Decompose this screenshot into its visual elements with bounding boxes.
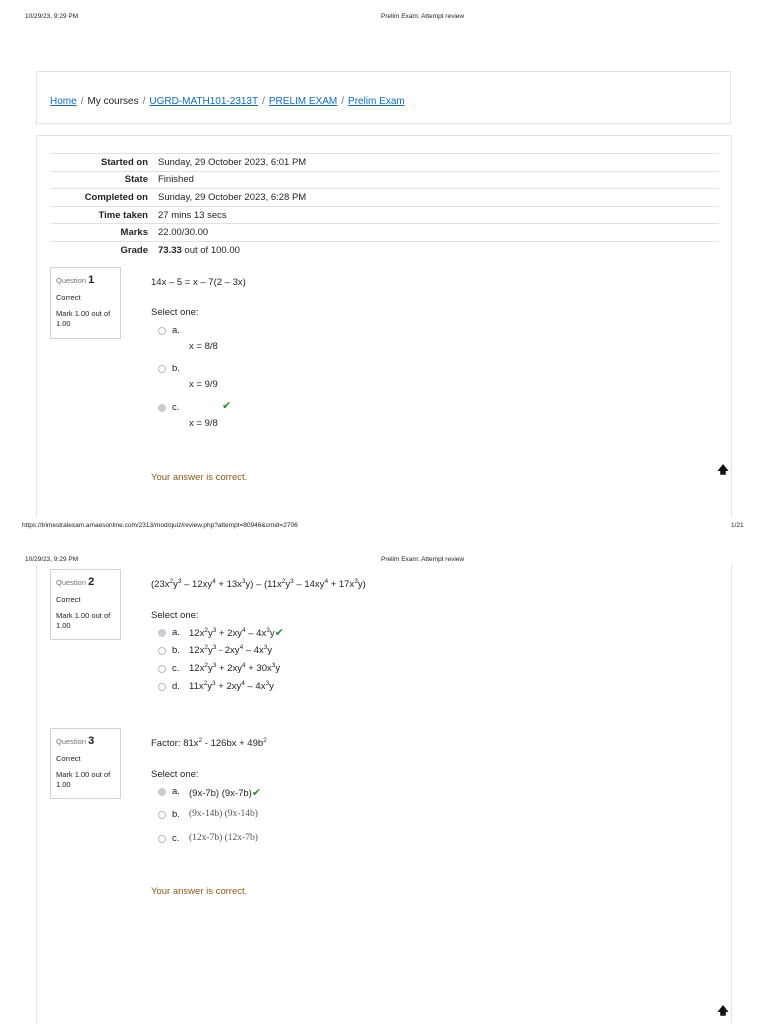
q3-option-b-text: (9x-14b) (9x-14b) bbox=[189, 809, 258, 819]
breadcrumb-separator: / bbox=[262, 96, 265, 107]
q1-option-b-radio[interactable] bbox=[158, 365, 166, 373]
q2-option-b-text: $12x^2y^3 - 2xy^4 - 4x^3y$ bbox=[189, 644, 273, 657]
summary-label: Completed on bbox=[51, 189, 154, 207]
q3-feedback: Your answer is correct. bbox=[151, 886, 248, 897]
back-to-top-arrow-icon[interactable]: 🡅 bbox=[717, 1005, 729, 1017]
summary-value: 22.00/30.00 bbox=[154, 224, 719, 242]
summary-value: 27 mins 13 secs bbox=[154, 206, 719, 224]
summary-row-started bbox=[51, 154, 719, 172]
attempt-review-card bbox=[36, 135, 732, 517]
print-page-number: 1/21 bbox=[731, 522, 744, 529]
q1-option-b-text: x = 9/9 bbox=[189, 379, 218, 390]
breadcrumb-my-courses: My courses bbox=[87, 96, 139, 107]
q1-option-c-text: x = 9/8 bbox=[189, 418, 218, 429]
q3-option-b-letter: b. bbox=[172, 809, 180, 820]
q3-option-c-letter: c. bbox=[172, 833, 180, 844]
summary-row-completed bbox=[51, 189, 719, 207]
breadcrumb-course-link[interactable]: UGRD-MATH101-2313T bbox=[149, 96, 259, 107]
select-one-label: Select one: bbox=[151, 610, 199, 621]
print-date: 10/29/23, 9:29 PM bbox=[25, 13, 79, 20]
breadcrumb-section-link[interactable]: PRELIM EXAM bbox=[268, 96, 338, 107]
q2-option-b-letter: b. bbox=[172, 645, 180, 656]
breadcrumb-home-link[interactable]: Home bbox=[50, 96, 77, 107]
print-title: Prelim Exam: Attempt review bbox=[381, 556, 465, 563]
q2-option-a-text: $12x^2y^3 + 2xy^4$ – $4x^3y✔$ bbox=[189, 626, 284, 639]
q3-option-a-letter: a. bbox=[172, 786, 180, 797]
print-title: Prelim Exam: Attempt review bbox=[381, 13, 465, 20]
q3-option-c-text: (12x-7b) (12x-7b) bbox=[189, 833, 258, 843]
breadcrumb-container bbox=[36, 71, 731, 124]
question-2-text: $(23x^2y^3 - 12xy^4 + 13x^3y) - (11x^2y^3 - 14xy^4 + 17x^3y)$ bbox=[151, 578, 366, 591]
attempt-review-card-continued bbox=[36, 565, 732, 1024]
summary-row-state bbox=[51, 171, 719, 189]
q1-option-c-radio[interactable] bbox=[158, 404, 166, 412]
question-1-info bbox=[50, 267, 121, 339]
breadcrumb-separator: / bbox=[142, 96, 146, 107]
question-mark: Mark 1.00 out of 1.00 bbox=[56, 770, 111, 789]
breadcrumb bbox=[50, 96, 405, 107]
question-3-info bbox=[50, 728, 121, 799]
q1-option-a-letter: a. bbox=[172, 325, 180, 336]
q1-feedback: Your answer is correct. bbox=[151, 472, 248, 483]
q1-option-c-letter: c. bbox=[172, 402, 180, 413]
attempt-summary-table bbox=[51, 153, 719, 259]
breadcrumb-quiz-link[interactable]: Prelim Exam bbox=[348, 96, 405, 107]
summary-value bbox=[154, 241, 719, 258]
question-status: Correct bbox=[56, 595, 81, 605]
correct-check-icon: ✔ bbox=[251, 787, 262, 799]
question-number: 2 bbox=[88, 576, 95, 588]
correct-check-icon: ✔ bbox=[274, 627, 284, 639]
summary-label: Marks bbox=[51, 224, 154, 242]
question-number: 1 bbox=[88, 274, 95, 286]
q2-option-c-letter: c. bbox=[172, 663, 180, 674]
question-number: 3 bbox=[88, 735, 95, 747]
question-3-text: Factor: $81x^2 - 126bx + 49b^2$ bbox=[151, 737, 267, 750]
print-date: 10/29/23, 9:29 PM bbox=[25, 556, 79, 563]
q3-option-a-label: (9x-7b) (9x-7b) bbox=[189, 788, 252, 799]
grade-suffix: out of 100.00 bbox=[181, 244, 240, 256]
select-one-label: Select one: bbox=[151, 307, 199, 318]
q1-option-b-letter: b. bbox=[172, 363, 180, 374]
q2-option-d-radio[interactable] bbox=[158, 683, 166, 691]
select-one-label: Select one: bbox=[151, 769, 199, 780]
question-mark: Mark 1.00 out of 1.00 bbox=[56, 611, 111, 630]
q2-option-b-radio[interactable] bbox=[158, 647, 166, 655]
q3-option-a-radio[interactable] bbox=[158, 788, 166, 796]
summary-row-grade bbox=[51, 241, 719, 258]
q2-option-d-text: $11x^2y^3 + 2xy^4 - 4x^3y$ bbox=[189, 680, 274, 693]
back-to-top-arrow-icon[interactable]: 🡅 bbox=[717, 464, 729, 476]
q2-option-c-text: $12x^2y^3 + 2xy^4 + 30x^3y$ bbox=[189, 662, 281, 675]
question-status: Correct bbox=[56, 754, 81, 764]
summary-label: Time taken bbox=[51, 206, 154, 224]
question-label: Question bbox=[56, 276, 87, 285]
grade-value: 73.33 bbox=[158, 244, 182, 256]
breadcrumb-separator: / bbox=[341, 96, 345, 107]
question-label: Question bbox=[56, 578, 87, 587]
summary-row-marks bbox=[51, 224, 719, 242]
q1-option-a-radio[interactable] bbox=[158, 327, 166, 335]
question-status: Correct bbox=[56, 293, 81, 303]
question-label: Question bbox=[56, 737, 87, 746]
question-2-info bbox=[50, 569, 121, 640]
summary-label: Started on bbox=[51, 154, 154, 172]
summary-row-time bbox=[51, 206, 719, 224]
q2-option-d-letter: d. bbox=[172, 681, 180, 692]
q3-option-c-radio[interactable] bbox=[158, 835, 166, 843]
q2-option-c-radio[interactable] bbox=[158, 665, 166, 673]
print-url: https://trimestralexam.amaesonline.com/2313/mod/quiz/review.php?attempt=80946&cmid=2706 bbox=[22, 522, 298, 529]
correct-check-icon: ✔ bbox=[222, 400, 232, 412]
question-mark: Mark 1.00 out of 1.00 bbox=[56, 309, 111, 328]
summary-value: Sunday, 29 October 2023, 6:28 PM bbox=[154, 189, 719, 207]
breadcrumb-separator: / bbox=[80, 96, 84, 107]
summary-label: State bbox=[51, 171, 154, 189]
question-1-text: 14x – 5 = x – 7(2 – 3x) bbox=[151, 277, 246, 288]
summary-value: Finished bbox=[154, 171, 719, 189]
q2-option-a-radio[interactable] bbox=[158, 629, 166, 637]
summary-value: Sunday, 29 October 2023, 6:01 PM bbox=[154, 154, 719, 172]
q3-option-b-radio[interactable] bbox=[158, 811, 166, 819]
summary-label: Grade bbox=[51, 241, 154, 258]
q1-option-a-text: x = 8/8 bbox=[189, 341, 218, 352]
q3-option-a-text bbox=[189, 786, 261, 799]
q2-option-a-letter: a. bbox=[172, 627, 180, 638]
